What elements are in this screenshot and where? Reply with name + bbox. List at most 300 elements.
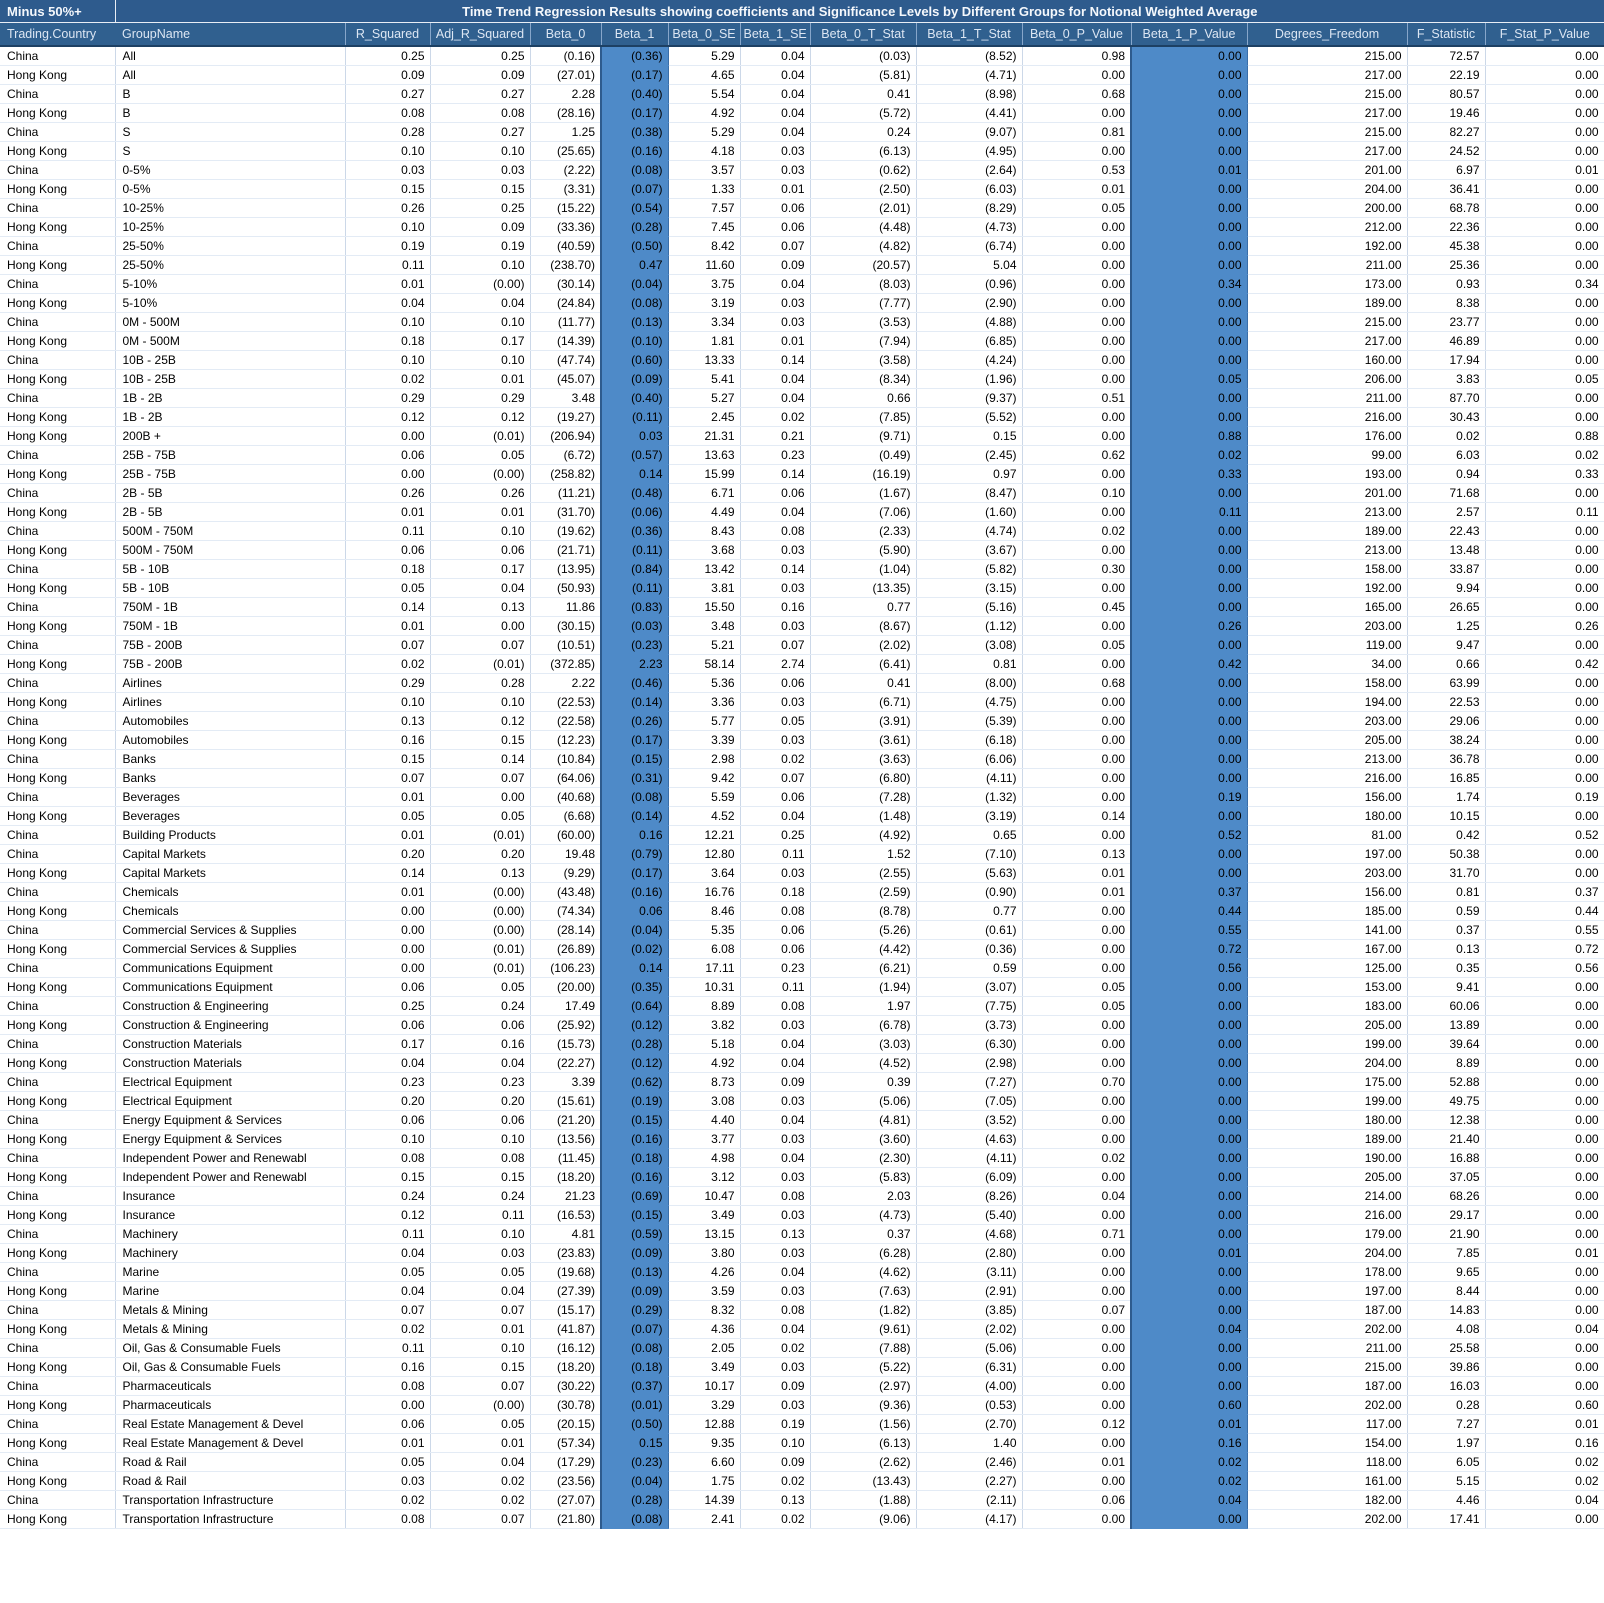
- cell-beta-1-p-value[interactable]: 0.04: [1131, 1320, 1247, 1339]
- cell-f-statistic[interactable]: 22.53: [1407, 693, 1485, 712]
- cell-f-stat-p-value[interactable]: 0.00: [1485, 237, 1604, 256]
- cell-groupname[interactable]: Oil, Gas & Consumable Fuels: [115, 1358, 345, 1377]
- cell-adj-r-squared[interactable]: 0.04: [430, 1282, 530, 1301]
- cell-beta-1-se[interactable]: 0.04: [740, 104, 810, 123]
- cell-beta-0-t-stat[interactable]: (16.19): [810, 465, 916, 484]
- cell-beta-1-t-stat[interactable]: (8.98): [916, 85, 1022, 104]
- cell-adj-r-squared[interactable]: 0.10: [430, 1130, 530, 1149]
- cell-beta-0-t-stat[interactable]: (9.36): [810, 1396, 916, 1415]
- cell-beta-0-se[interactable]: 12.21: [668, 826, 740, 845]
- cell-beta-1-p-value[interactable]: 0.56: [1131, 959, 1247, 978]
- cell-f-stat-p-value[interactable]: 0.56: [1485, 959, 1604, 978]
- cell-beta-1-se[interactable]: 0.04: [740, 85, 810, 104]
- cell-beta-1[interactable]: (0.08): [601, 1339, 668, 1358]
- cell-r-squared[interactable]: 0.04: [345, 1244, 430, 1263]
- cell-r-squared[interactable]: 0.25: [345, 46, 430, 66]
- cell-groupname[interactable]: Beverages: [115, 807, 345, 826]
- cell-beta-0-p-value[interactable]: 0.00: [1022, 408, 1131, 427]
- cell-beta-1-t-stat[interactable]: (2.64): [916, 161, 1022, 180]
- cell-beta-0[interactable]: (0.16): [530, 46, 601, 66]
- cell-adj-r-squared[interactable]: 0.10: [430, 142, 530, 161]
- cell-beta-1-t-stat[interactable]: (5.16): [916, 598, 1022, 617]
- cell-beta-1-p-value[interactable]: 0.00: [1131, 1111, 1247, 1130]
- cell-beta-0[interactable]: (15.17): [530, 1301, 601, 1320]
- cell-f-stat-p-value[interactable]: 0.00: [1485, 541, 1604, 560]
- cell-beta-0-p-value[interactable]: 0.00: [1022, 712, 1131, 731]
- cell-groupname[interactable]: Transportation Infrastructure: [115, 1510, 345, 1529]
- cell-beta-0-se[interactable]: 5.41: [668, 370, 740, 389]
- cell-groupname[interactable]: Construction & Engineering: [115, 1016, 345, 1035]
- cell-beta-1-t-stat[interactable]: (5.06): [916, 1339, 1022, 1358]
- cell-beta-0[interactable]: (372.85): [530, 655, 601, 674]
- cell-beta-0[interactable]: 17.49: [530, 997, 601, 1016]
- cell-beta-0[interactable]: (18.20): [530, 1358, 601, 1377]
- cell-groupname[interactable]: 2B - 5B: [115, 484, 345, 503]
- cell-beta-0-p-value[interactable]: 0.01: [1022, 180, 1131, 199]
- cell-beta-0-p-value[interactable]: 0.00: [1022, 1168, 1131, 1187]
- cell-adj-r-squared[interactable]: (0.01): [430, 655, 530, 674]
- cell-beta-1-p-value[interactable]: 0.00: [1131, 1168, 1247, 1187]
- cell-groupname[interactable]: 10B - 25B: [115, 351, 345, 370]
- cell-beta-0-t-stat[interactable]: (1.88): [810, 1491, 916, 1510]
- cell-beta-1-se[interactable]: 0.09: [740, 256, 810, 275]
- cell-beta-1-t-stat[interactable]: (5.82): [916, 560, 1022, 579]
- cell-beta-0[interactable]: (10.84): [530, 750, 601, 769]
- cell-groupname[interactable]: Road & Rail: [115, 1453, 345, 1472]
- cell-beta-0[interactable]: (31.70): [530, 503, 601, 522]
- cell-beta-0-p-value[interactable]: 0.51: [1022, 389, 1131, 408]
- column-header-degrees-freedom[interactable]: Degrees_Freedom: [1247, 23, 1407, 47]
- cell-beta-1[interactable]: (0.26): [601, 712, 668, 731]
- cell-beta-1-se[interactable]: 0.02: [740, 1339, 810, 1358]
- cell-beta-0-se[interactable]: 3.81: [668, 579, 740, 598]
- cell-beta-0[interactable]: (11.77): [530, 313, 601, 332]
- cell-beta-0-se[interactable]: 5.29: [668, 46, 740, 66]
- cell-beta-0[interactable]: (74.34): [530, 902, 601, 921]
- cell-degrees-freedom[interactable]: 178.00: [1247, 1263, 1407, 1282]
- cell-beta-0-p-value[interactable]: 0.30: [1022, 560, 1131, 579]
- cell-beta-1[interactable]: (0.23): [601, 1453, 668, 1472]
- cell-degrees-freedom[interactable]: 187.00: [1247, 1377, 1407, 1396]
- cell-degrees-freedom[interactable]: 119.00: [1247, 636, 1407, 655]
- cell-beta-1[interactable]: (0.59): [601, 1225, 668, 1244]
- cell-beta-1-se[interactable]: 0.04: [740, 1149, 810, 1168]
- cell-f-statistic[interactable]: 37.05: [1407, 1168, 1485, 1187]
- cell-r-squared[interactable]: 0.29: [345, 674, 430, 693]
- cell-beta-0-p-value[interactable]: 0.71: [1022, 1225, 1131, 1244]
- cell-r-squared[interactable]: 0.11: [345, 256, 430, 275]
- cell-r-squared[interactable]: 0.20: [345, 1092, 430, 1111]
- cell-beta-1[interactable]: (0.04): [601, 1472, 668, 1491]
- cell-r-squared[interactable]: 0.16: [345, 731, 430, 750]
- cell-f-statistic[interactable]: 10.15: [1407, 807, 1485, 826]
- cell-r-squared[interactable]: 0.10: [345, 351, 430, 370]
- cell-beta-0-t-stat[interactable]: (5.22): [810, 1358, 916, 1377]
- cell-beta-1[interactable]: (0.64): [601, 997, 668, 1016]
- cell-f-statistic[interactable]: 17.41: [1407, 1510, 1485, 1529]
- cell-adj-r-squared[interactable]: (0.01): [430, 427, 530, 446]
- cell-trading-country[interactable]: China: [0, 674, 115, 693]
- cell-f-stat-p-value[interactable]: 0.00: [1485, 1149, 1604, 1168]
- cell-beta-1-t-stat[interactable]: (2.91): [916, 1282, 1022, 1301]
- cell-r-squared[interactable]: 0.00: [345, 902, 430, 921]
- cell-beta-1-t-stat[interactable]: 1.40: [916, 1434, 1022, 1453]
- cell-groupname[interactable]: Machinery: [115, 1225, 345, 1244]
- cell-degrees-freedom[interactable]: 204.00: [1247, 1054, 1407, 1073]
- cell-adj-r-squared[interactable]: 0.10: [430, 351, 530, 370]
- cell-beta-0[interactable]: (47.74): [530, 351, 601, 370]
- cell-beta-0[interactable]: (238.70): [530, 256, 601, 275]
- cell-beta-0-se[interactable]: 3.68: [668, 541, 740, 560]
- cell-r-squared[interactable]: 0.08: [345, 1510, 430, 1529]
- cell-beta-1-se[interactable]: 0.03: [740, 1016, 810, 1035]
- cell-beta-1-t-stat[interactable]: (0.53): [916, 1396, 1022, 1415]
- cell-f-statistic[interactable]: 0.42: [1407, 826, 1485, 845]
- cell-beta-1-t-stat[interactable]: (4.11): [916, 1149, 1022, 1168]
- cell-degrees-freedom[interactable]: 154.00: [1247, 1434, 1407, 1453]
- cell-beta-0-se[interactable]: 3.75: [668, 275, 740, 294]
- cell-f-statistic[interactable]: 8.89: [1407, 1054, 1485, 1073]
- cell-beta-0-p-value[interactable]: 0.01: [1022, 1453, 1131, 1472]
- cell-beta-0-p-value[interactable]: 0.00: [1022, 237, 1131, 256]
- cell-f-stat-p-value[interactable]: 0.00: [1485, 294, 1604, 313]
- column-header-beta-1-p-value[interactable]: Beta_1_P_Value: [1131, 23, 1247, 47]
- cell-groupname[interactable]: Beverages: [115, 788, 345, 807]
- cell-adj-r-squared[interactable]: 0.01: [430, 1434, 530, 1453]
- cell-beta-1-p-value[interactable]: 0.52: [1131, 826, 1247, 845]
- cell-beta-1-p-value[interactable]: 0.01: [1131, 1244, 1247, 1263]
- cell-r-squared[interactable]: 0.02: [345, 370, 430, 389]
- cell-beta-0[interactable]: (15.73): [530, 1035, 601, 1054]
- cell-beta-0-se[interactable]: 9.35: [668, 1434, 740, 1453]
- cell-beta-1-p-value[interactable]: 0.00: [1131, 693, 1247, 712]
- cell-beta-1-p-value[interactable]: 0.01: [1131, 161, 1247, 180]
- cell-beta-1[interactable]: (0.18): [601, 1358, 668, 1377]
- cell-r-squared[interactable]: 0.15: [345, 1168, 430, 1187]
- cell-f-stat-p-value[interactable]: 0.00: [1485, 1130, 1604, 1149]
- cell-beta-0[interactable]: (41.87): [530, 1320, 601, 1339]
- cell-f-statistic[interactable]: 9.65: [1407, 1263, 1485, 1282]
- cell-beta-0[interactable]: (11.45): [530, 1149, 601, 1168]
- cell-r-squared[interactable]: 0.00: [345, 465, 430, 484]
- cell-beta-1-se[interactable]: 2.74: [740, 655, 810, 674]
- cell-groupname[interactable]: Commercial Services & Supplies: [115, 921, 345, 940]
- cell-degrees-freedom[interactable]: 158.00: [1247, 560, 1407, 579]
- cell-adj-r-squared[interactable]: 0.10: [430, 1225, 530, 1244]
- cell-r-squared[interactable]: 0.01: [345, 788, 430, 807]
- cell-f-stat-p-value[interactable]: 0.33: [1485, 465, 1604, 484]
- cell-f-statistic[interactable]: 29.17: [1407, 1206, 1485, 1225]
- cell-beta-1[interactable]: (0.07): [601, 1320, 668, 1339]
- cell-beta-0[interactable]: (19.27): [530, 408, 601, 427]
- cell-beta-0-t-stat[interactable]: (1.04): [810, 560, 916, 579]
- cell-beta-1[interactable]: (0.14): [601, 807, 668, 826]
- cell-beta-0-t-stat[interactable]: (3.91): [810, 712, 916, 731]
- cell-groupname[interactable]: 5-10%: [115, 275, 345, 294]
- cell-adj-r-squared[interactable]: 0.25: [430, 199, 530, 218]
- cell-beta-1-se[interactable]: 0.19: [740, 1415, 810, 1434]
- cell-f-stat-p-value[interactable]: 0.00: [1485, 484, 1604, 503]
- cell-adj-r-squared[interactable]: (0.00): [430, 275, 530, 294]
- cell-beta-1-p-value[interactable]: 0.02: [1131, 446, 1247, 465]
- cell-beta-1-t-stat[interactable]: (2.46): [916, 1453, 1022, 1472]
- cell-f-stat-p-value[interactable]: 0.00: [1485, 712, 1604, 731]
- cell-trading-country[interactable]: Hong Kong: [0, 579, 115, 598]
- cell-beta-1-se[interactable]: 0.08: [740, 1301, 810, 1320]
- cell-f-stat-p-value[interactable]: 0.00: [1485, 104, 1604, 123]
- cell-f-statistic[interactable]: 33.87: [1407, 560, 1485, 579]
- cell-beta-1-se[interactable]: 0.03: [740, 1130, 810, 1149]
- cell-r-squared[interactable]: 0.17: [345, 1035, 430, 1054]
- cell-trading-country[interactable]: China: [0, 484, 115, 503]
- cell-beta-0-t-stat[interactable]: (4.73): [810, 1206, 916, 1225]
- cell-beta-0-t-stat[interactable]: (5.72): [810, 104, 916, 123]
- cell-adj-r-squared[interactable]: 0.06: [430, 1111, 530, 1130]
- cell-f-stat-p-value[interactable]: 0.00: [1485, 85, 1604, 104]
- cell-degrees-freedom[interactable]: 206.00: [1247, 370, 1407, 389]
- cell-beta-1-p-value[interactable]: 0.00: [1131, 731, 1247, 750]
- cell-groupname[interactable]: Metals & Mining: [115, 1301, 345, 1320]
- cell-beta-1-t-stat[interactable]: (4.24): [916, 351, 1022, 370]
- cell-trading-country[interactable]: Hong Kong: [0, 731, 115, 750]
- cell-beta-0-se[interactable]: 4.92: [668, 104, 740, 123]
- cell-beta-0-t-stat[interactable]: (2.59): [810, 883, 916, 902]
- cell-r-squared[interactable]: 0.29: [345, 389, 430, 408]
- cell-r-squared[interactable]: 0.10: [345, 1130, 430, 1149]
- cell-beta-1-p-value[interactable]: 0.00: [1131, 598, 1247, 617]
- cell-beta-1[interactable]: (0.13): [601, 1263, 668, 1282]
- cell-f-statistic[interactable]: 68.26: [1407, 1187, 1485, 1206]
- cell-groupname[interactable]: B: [115, 104, 345, 123]
- cell-beta-0[interactable]: 11.86: [530, 598, 601, 617]
- cell-beta-0[interactable]: (16.53): [530, 1206, 601, 1225]
- cell-degrees-freedom[interactable]: 199.00: [1247, 1035, 1407, 1054]
- cell-adj-r-squared[interactable]: 0.16: [430, 1035, 530, 1054]
- cell-beta-0[interactable]: (11.21): [530, 484, 601, 503]
- cell-beta-1-t-stat[interactable]: (2.45): [916, 446, 1022, 465]
- cell-beta-1-t-stat[interactable]: (2.80): [916, 1244, 1022, 1263]
- cell-degrees-freedom[interactable]: 215.00: [1247, 313, 1407, 332]
- cell-beta-1-p-value[interactable]: 0.00: [1131, 1092, 1247, 1111]
- cell-beta-1-p-value[interactable]: 0.00: [1131, 1377, 1247, 1396]
- cell-beta-1-t-stat[interactable]: (8.00): [916, 674, 1022, 693]
- cell-trading-country[interactable]: Hong Kong: [0, 218, 115, 237]
- cell-trading-country[interactable]: Hong Kong: [0, 332, 115, 351]
- cell-beta-1-p-value[interactable]: 0.00: [1131, 199, 1247, 218]
- cell-beta-1-t-stat[interactable]: (3.11): [916, 1263, 1022, 1282]
- cell-r-squared[interactable]: 0.08: [345, 1149, 430, 1168]
- cell-beta-1-se[interactable]: 0.08: [740, 997, 810, 1016]
- cell-beta-0-p-value[interactable]: 0.00: [1022, 1396, 1131, 1415]
- cell-beta-1-t-stat[interactable]: (3.08): [916, 636, 1022, 655]
- cell-trading-country[interactable]: China: [0, 389, 115, 408]
- cell-beta-1-se[interactable]: 0.08: [740, 522, 810, 541]
- cell-trading-country[interactable]: Hong Kong: [0, 1282, 115, 1301]
- cell-beta-0-p-value[interactable]: 0.00: [1022, 294, 1131, 313]
- cell-beta-1[interactable]: (0.15): [601, 1111, 668, 1130]
- cell-beta-0-p-value[interactable]: 0.00: [1022, 142, 1131, 161]
- cell-f-statistic[interactable]: 49.75: [1407, 1092, 1485, 1111]
- cell-beta-1-se[interactable]: 0.02: [740, 1510, 810, 1529]
- cell-adj-r-squared[interactable]: 0.07: [430, 636, 530, 655]
- cell-f-statistic[interactable]: 72.57: [1407, 46, 1485, 66]
- cell-f-stat-p-value[interactable]: 0.00: [1485, 978, 1604, 997]
- cell-r-squared[interactable]: 0.24: [345, 1187, 430, 1206]
- cell-beta-1[interactable]: (0.04): [601, 921, 668, 940]
- cell-adj-r-squared[interactable]: 0.27: [430, 85, 530, 104]
- cell-beta-0-t-stat[interactable]: (5.90): [810, 541, 916, 560]
- cell-groupname[interactable]: Pharmaceuticals: [115, 1377, 345, 1396]
- cell-f-stat-p-value[interactable]: 0.00: [1485, 332, 1604, 351]
- cell-beta-0-se[interactable]: 10.17: [668, 1377, 740, 1396]
- cell-beta-0-p-value[interactable]: 0.00: [1022, 275, 1131, 294]
- cell-r-squared[interactable]: 0.11: [345, 522, 430, 541]
- cell-beta-1-se[interactable]: 0.03: [740, 541, 810, 560]
- cell-beta-0-p-value[interactable]: 0.00: [1022, 370, 1131, 389]
- cell-f-stat-p-value[interactable]: 0.00: [1485, 1225, 1604, 1244]
- cell-degrees-freedom[interactable]: 118.00: [1247, 1453, 1407, 1472]
- cell-degrees-freedom[interactable]: 202.00: [1247, 1396, 1407, 1415]
- cell-r-squared[interactable]: 0.02: [345, 655, 430, 674]
- cell-degrees-freedom[interactable]: 203.00: [1247, 712, 1407, 731]
- cell-beta-0-t-stat[interactable]: (1.94): [810, 978, 916, 997]
- cell-f-statistic[interactable]: 29.06: [1407, 712, 1485, 731]
- cell-beta-0-t-stat[interactable]: (3.61): [810, 731, 916, 750]
- cell-degrees-freedom[interactable]: 216.00: [1247, 769, 1407, 788]
- cell-beta-1-t-stat[interactable]: (8.52): [916, 46, 1022, 66]
- cell-degrees-freedom[interactable]: 190.00: [1247, 1149, 1407, 1168]
- cell-beta-1-se[interactable]: 0.04: [740, 1054, 810, 1073]
- cell-beta-1-se[interactable]: 0.23: [740, 446, 810, 465]
- cell-beta-0-se[interactable]: 8.43: [668, 522, 740, 541]
- cell-adj-r-squared[interactable]: 0.04: [430, 579, 530, 598]
- cell-beta-1-se[interactable]: 0.03: [740, 161, 810, 180]
- cell-beta-0[interactable]: (19.68): [530, 1263, 601, 1282]
- cell-beta-0-se[interactable]: 3.80: [668, 1244, 740, 1263]
- cell-trading-country[interactable]: China: [0, 959, 115, 978]
- cell-adj-r-squared[interactable]: 0.20: [430, 845, 530, 864]
- cell-f-stat-p-value[interactable]: 0.37: [1485, 883, 1604, 902]
- cell-beta-0-se[interactable]: 12.80: [668, 845, 740, 864]
- cell-beta-0[interactable]: (27.07): [530, 1491, 601, 1510]
- cell-beta-0-t-stat[interactable]: (3.03): [810, 1035, 916, 1054]
- cell-beta-1-se[interactable]: 0.04: [740, 66, 810, 85]
- cell-adj-r-squared[interactable]: 0.24: [430, 1187, 530, 1206]
- cell-beta-0-se[interactable]: 1.75: [668, 1472, 740, 1491]
- cell-degrees-freedom[interactable]: 153.00: [1247, 978, 1407, 997]
- cell-beta-1-se[interactable]: 0.03: [740, 693, 810, 712]
- cell-adj-r-squared[interactable]: 0.10: [430, 522, 530, 541]
- cell-groupname[interactable]: All: [115, 46, 345, 66]
- cell-beta-0-t-stat[interactable]: (0.03): [810, 46, 916, 66]
- cell-beta-0-se[interactable]: 3.59: [668, 1282, 740, 1301]
- cell-f-statistic[interactable]: 22.43: [1407, 522, 1485, 541]
- cell-degrees-freedom[interactable]: 183.00: [1247, 997, 1407, 1016]
- cell-groupname[interactable]: Energy Equipment & Services: [115, 1111, 345, 1130]
- cell-trading-country[interactable]: Hong Kong: [0, 693, 115, 712]
- cell-trading-country[interactable]: China: [0, 1225, 115, 1244]
- cell-groupname[interactable]: 25B - 75B: [115, 465, 345, 484]
- cell-f-stat-p-value[interactable]: 0.02: [1485, 1453, 1604, 1472]
- cell-adj-r-squared[interactable]: (0.00): [430, 921, 530, 940]
- cell-beta-0-t-stat[interactable]: (0.62): [810, 161, 916, 180]
- cell-beta-0[interactable]: (15.61): [530, 1092, 601, 1111]
- cell-beta-1-t-stat[interactable]: (2.11): [916, 1491, 1022, 1510]
- cell-f-statistic[interactable]: 1.25: [1407, 617, 1485, 636]
- cell-beta-1-se[interactable]: 0.04: [740, 1111, 810, 1130]
- cell-beta-0-se[interactable]: 12.88: [668, 1415, 740, 1434]
- cell-trading-country[interactable]: China: [0, 446, 115, 465]
- cell-beta-1[interactable]: (0.31): [601, 769, 668, 788]
- cell-beta-0-t-stat[interactable]: (1.48): [810, 807, 916, 826]
- cell-beta-1-se[interactable]: 0.14: [740, 465, 810, 484]
- cell-beta-0-se[interactable]: 2.41: [668, 1510, 740, 1529]
- cell-beta-1[interactable]: (0.12): [601, 1016, 668, 1035]
- cell-beta-0[interactable]: (2.22): [530, 161, 601, 180]
- cell-degrees-freedom[interactable]: 217.00: [1247, 104, 1407, 123]
- cell-beta-1-p-value[interactable]: 0.00: [1131, 1073, 1247, 1092]
- cell-f-stat-p-value[interactable]: 0.00: [1485, 1016, 1604, 1035]
- cell-beta-1[interactable]: (0.07): [601, 180, 668, 199]
- cell-beta-0-p-value[interactable]: 0.05: [1022, 997, 1131, 1016]
- cell-groupname[interactable]: 25-50%: [115, 237, 345, 256]
- cell-trading-country[interactable]: China: [0, 712, 115, 731]
- cell-beta-1-se[interactable]: 0.04: [740, 389, 810, 408]
- cell-degrees-freedom[interactable]: 156.00: [1247, 788, 1407, 807]
- cell-beta-0-p-value[interactable]: 0.53: [1022, 161, 1131, 180]
- cell-adj-r-squared[interactable]: 0.15: [430, 1168, 530, 1187]
- cell-adj-r-squared[interactable]: 0.05: [430, 446, 530, 465]
- cell-beta-1-p-value[interactable]: 0.37: [1131, 883, 1247, 902]
- cell-adj-r-squared[interactable]: 0.06: [430, 541, 530, 560]
- cell-beta-1-p-value[interactable]: 0.00: [1131, 1339, 1247, 1358]
- cell-f-stat-p-value[interactable]: 0.01: [1485, 1415, 1604, 1434]
- cell-beta-0-p-value[interactable]: 0.00: [1022, 1320, 1131, 1339]
- cell-beta-0-p-value[interactable]: 0.04: [1022, 1187, 1131, 1206]
- cell-trading-country[interactable]: China: [0, 883, 115, 902]
- cell-beta-1-p-value[interactable]: 0.00: [1131, 1263, 1247, 1282]
- cell-beta-1-p-value[interactable]: 0.00: [1131, 541, 1247, 560]
- cell-f-statistic[interactable]: 0.28: [1407, 1396, 1485, 1415]
- cell-beta-0-t-stat[interactable]: (8.78): [810, 902, 916, 921]
- cell-beta-0-t-stat[interactable]: 0.41: [810, 85, 916, 104]
- cell-beta-0-p-value[interactable]: 0.00: [1022, 1092, 1131, 1111]
- cell-beta-1-t-stat[interactable]: (3.85): [916, 1301, 1022, 1320]
- cell-f-statistic[interactable]: 36.78: [1407, 750, 1485, 769]
- cell-f-stat-p-value[interactable]: 0.00: [1485, 389, 1604, 408]
- cell-beta-1-p-value[interactable]: 0.00: [1131, 579, 1247, 598]
- cell-beta-0-t-stat[interactable]: (2.50): [810, 180, 916, 199]
- cell-beta-0-t-stat[interactable]: 0.77: [810, 598, 916, 617]
- cell-f-stat-p-value[interactable]: 0.16: [1485, 1434, 1604, 1453]
- cell-adj-r-squared[interactable]: 0.19: [430, 237, 530, 256]
- cell-beta-0-t-stat[interactable]: (3.58): [810, 351, 916, 370]
- cell-groupname[interactable]: Transportation Infrastructure: [115, 1491, 345, 1510]
- cell-beta-1-t-stat[interactable]: (6.03): [916, 180, 1022, 199]
- cell-beta-0-p-value[interactable]: 0.70: [1022, 1073, 1131, 1092]
- cell-degrees-freedom[interactable]: 34.00: [1247, 655, 1407, 674]
- cell-beta-0-se[interactable]: 4.26: [668, 1263, 740, 1282]
- cell-f-statistic[interactable]: 22.36: [1407, 218, 1485, 237]
- cell-trading-country[interactable]: Hong Kong: [0, 256, 115, 275]
- cell-trading-country[interactable]: China: [0, 85, 115, 104]
- column-header-r-squared[interactable]: R_Squared: [345, 23, 430, 47]
- cell-beta-0[interactable]: (25.92): [530, 1016, 601, 1035]
- cell-degrees-freedom[interactable]: 180.00: [1247, 807, 1407, 826]
- cell-beta-1[interactable]: (0.38): [601, 123, 668, 142]
- cell-beta-0[interactable]: (30.15): [530, 617, 601, 636]
- cell-beta-0[interactable]: (13.95): [530, 560, 601, 579]
